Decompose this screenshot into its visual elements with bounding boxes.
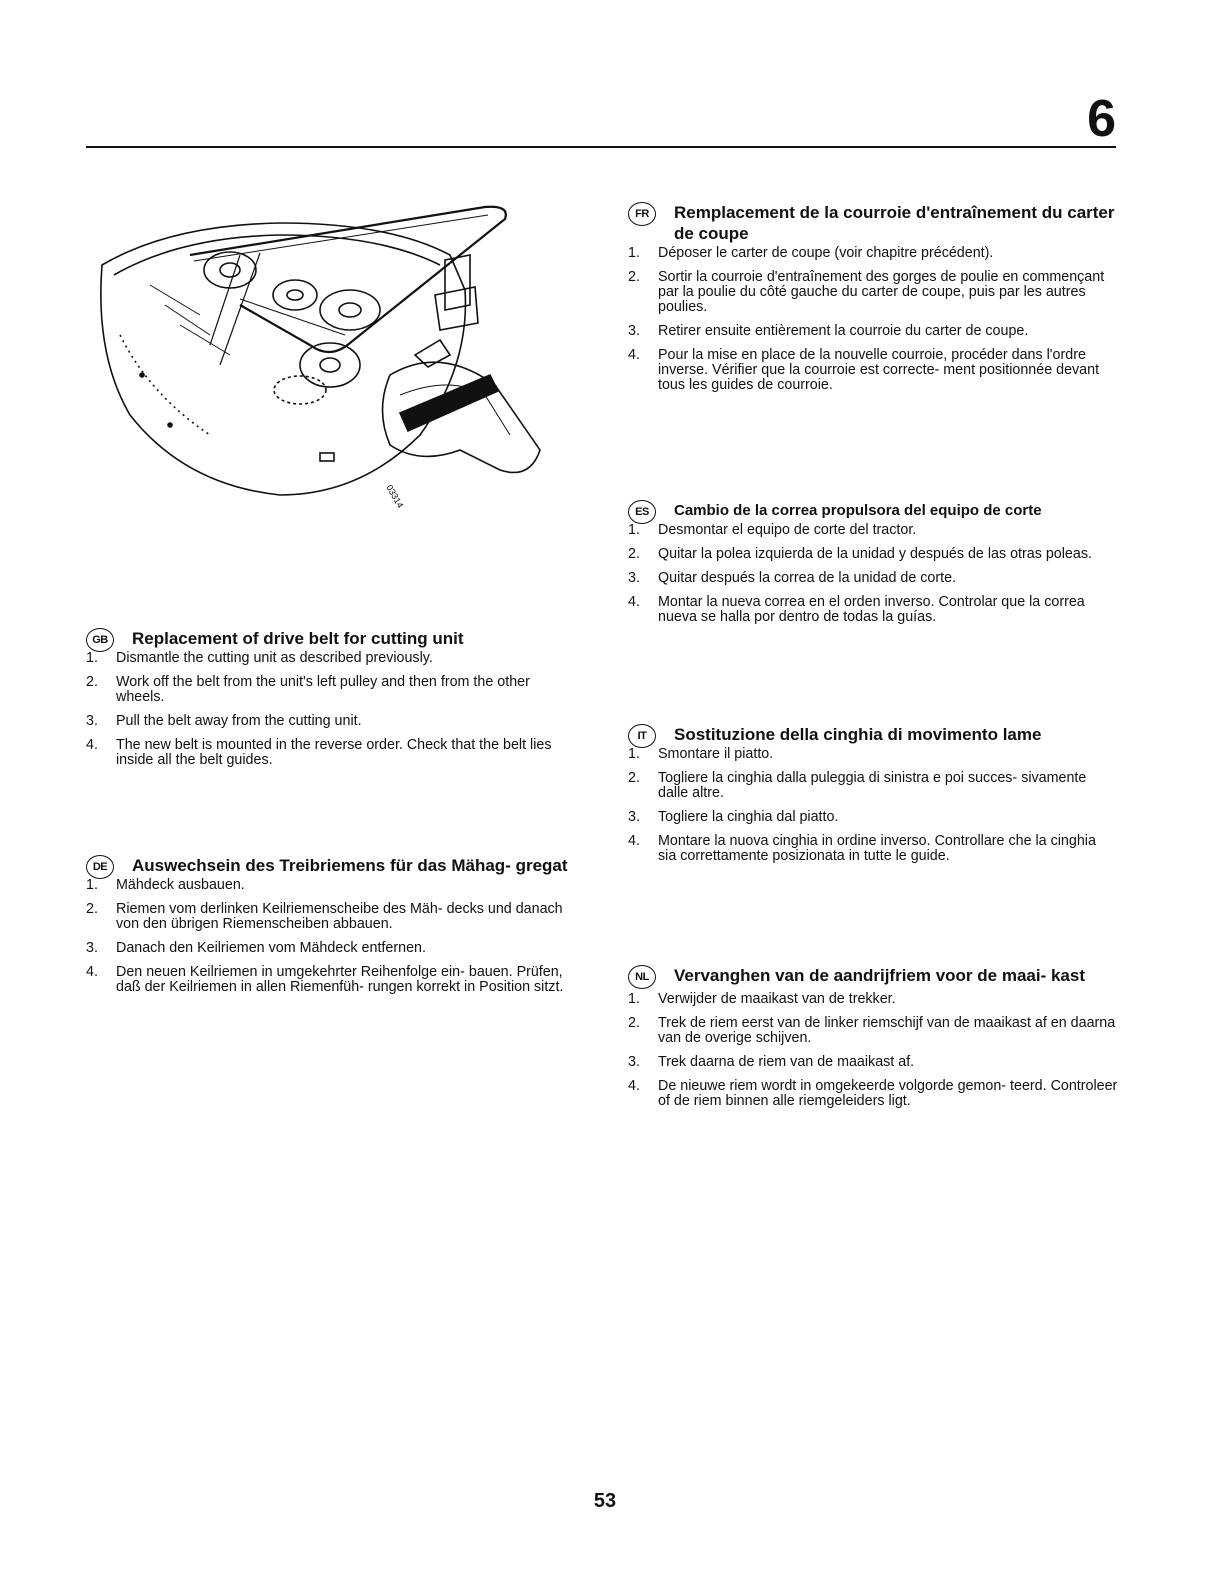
section-gb-title: Replacement of drive belt for cutting unit xyxy=(132,629,464,648)
list-item: 1. Mähdeck ausbauen. xyxy=(86,877,245,893)
section-es-title: Cambio de la correa propulsora del equipo de corte xyxy=(674,502,1042,519)
list-item: 2. Work off the belt from the unit's left pulley and then from the other wheels. xyxy=(86,674,530,705)
right-pulley xyxy=(320,290,380,330)
section-de xyxy=(86,855,576,995)
section-fr-steps xyxy=(628,246,1118,393)
section-de-title: Auswechsein des Treibriemens für das Mähag- gregat xyxy=(132,856,568,875)
list-item: 1. Verwijder de maaikast van de trekker. xyxy=(628,991,896,1007)
list-item: 1. Smontare il piatto. xyxy=(628,746,774,762)
section-es xyxy=(628,500,1118,625)
section-it xyxy=(628,724,1118,864)
list-item: 2. Quitar la polea izquierda de la unidad y después de las otras poleas. xyxy=(628,546,1092,562)
list-item: 3. Togliere la cinghia dal piatto. xyxy=(628,809,839,825)
center-pulley xyxy=(273,280,317,310)
gb-language-badge: GB xyxy=(86,628,114,652)
section-fr-heading xyxy=(628,202,1118,244)
list-item: 4. Den neuen Keilriemen in umgekehrter Reihenfolge ein- bauen. Prüfen, daß der Keilriemen in allen Riemenfüh- rungen korrekt in Position sitzt. xyxy=(86,964,564,995)
section-nl-steps xyxy=(628,992,1118,1109)
section-nl xyxy=(628,965,1118,1109)
list-item: 4. The new belt is mounted in the reverse order. Check that the belt lies inside all the belt guides. xyxy=(86,737,552,768)
section-it-steps xyxy=(628,747,1118,864)
list-item: 1. Desmontar el equipo de corte del tractor. xyxy=(628,522,917,538)
list-item: 1. Déposer le carter de coupe (voir chapitre précédent). xyxy=(628,245,994,261)
list-item: 2. Trek de riem eerst van de linker riemschijf van de maaikast af en daarna van de overige schijven. xyxy=(628,1015,1116,1046)
section-de-steps xyxy=(86,878,576,995)
page-number: 53 xyxy=(593,1490,617,1512)
list-item: 4. Montare la nuova cinghia in ordine inverso. Controllare che la cinghia sia correttamente posizionata in tutte le guide. xyxy=(628,833,1096,864)
it-language-badge: IT xyxy=(628,724,656,748)
section-es-heading xyxy=(628,500,1118,521)
chapter-number: 6 xyxy=(1087,90,1116,148)
list-item: 2. Sortir la courroie d'entraînement des gorges de poulie en commençant par la poulie du côté gauche du carter de coupe, puis par les autres poulies. xyxy=(628,269,1105,315)
section-nl-heading xyxy=(628,965,1118,986)
list-item: 3. Danach den Keilriemen vom Mähdeck entfernen. xyxy=(86,940,426,956)
list-item: 3. Trek daarna de riem van de maaikast af. xyxy=(628,1054,915,1070)
es-language-badge: ES xyxy=(628,500,656,524)
figure-label: 03314 xyxy=(384,483,406,510)
de-language-badge: DE xyxy=(86,855,114,879)
section-fr xyxy=(628,202,1118,393)
list-item: 3. Retirer ensuite entièrement la courroie du carter de coupe. xyxy=(628,323,1029,339)
section-es-steps xyxy=(628,523,1118,625)
list-item: 3. Pull the belt away from the cutting unit. xyxy=(86,713,362,729)
section-gb-heading xyxy=(86,628,576,649)
section-gb xyxy=(86,628,576,768)
section-it-heading xyxy=(628,724,1118,745)
fr-language-badge: FR xyxy=(628,202,656,226)
chapter-rule xyxy=(86,146,1116,148)
blade-spindle xyxy=(300,343,360,387)
list-item: 2. Riemen vom derlinken Keilriemenscheibe des Mäh- decks und danach von den übrigen Riemenscheiben abbauen. xyxy=(86,901,563,932)
nl-language-badge: NL xyxy=(628,965,656,989)
left-pulley xyxy=(204,252,256,288)
section-nl-title: Vervanghen van de aandrijfriem voor de maai- kast xyxy=(674,966,1085,985)
list-item: 3. Quitar después la correa de la unidad de corte. xyxy=(628,570,957,586)
section-de-heading xyxy=(86,855,576,876)
list-item: 2. Togliere la cinghia dalla puleggia di sinistra e poi succes- sivamente dalle altre. xyxy=(628,770,1087,801)
list-item: 1. Dismantle the cutting unit as described previously. xyxy=(86,650,433,666)
list-item: 4. Montar la nueva correa en el orden inverso. Controlar que la correa nueva se halla por dentro de todas la guías. xyxy=(628,594,1085,625)
section-gb-steps xyxy=(86,651,576,768)
section-fr-title: Remplacement de la courroie d'entraînement du carter de coupe xyxy=(674,203,1115,243)
list-item: 4. De nieuwe riem wordt in omgekeerde volgorde gemon- teerd. Controleer of de riem binnen alle riemgeleiders ligt. xyxy=(628,1078,1118,1109)
list-item: 4. Pour la mise en place de la nouvelle courroie, procéder dans l'ordre inverse. Vérifier que la courroie est correcte- ment positionnée devant tous les guides de courroie. xyxy=(628,347,1100,393)
cutting-deck-illustration xyxy=(90,195,550,520)
section-it-title: Sostituzione della cinghia di movimento lame xyxy=(674,725,1042,744)
